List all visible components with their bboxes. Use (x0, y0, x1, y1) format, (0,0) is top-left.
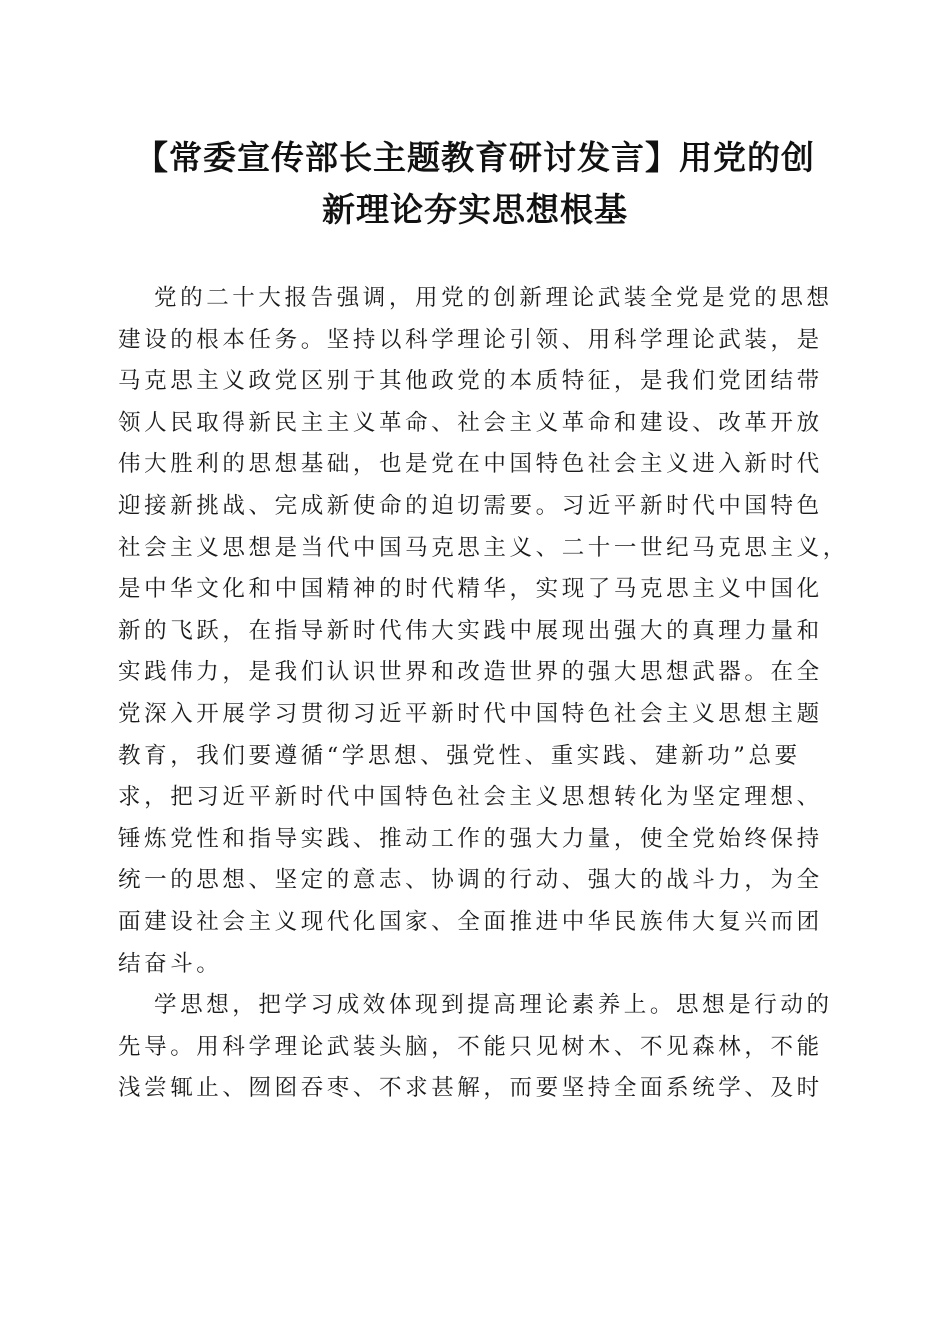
text-line: 马克思主义政党区别于其他政党的本质特征，是我们党团结带 (118, 368, 823, 395)
text-line: 党的二十大报告强调，用党的创新理论武装全党是党的思想 (154, 285, 833, 311)
text-line: 教育，我们要遵循“学思想、强党性、重实践、建新功”总要 (118, 742, 801, 769)
text-line: 迎接新挑战、完成新使命的迫切需要。习近平新时代中国特色 (118, 492, 823, 519)
document-title (110, 132, 840, 236)
text-line: 领人民取得新民主主义革命、社会主义革命和建设、改革开放 (118, 409, 823, 436)
text-line: 浅尝辄止、囫囵吞枣、不求甚解，而要坚持全面系统学、及时 (118, 1075, 823, 1102)
text-line: 是中华文化和中国精神的时代精华，实现了马克思主义中国化 (118, 576, 823, 603)
text-line: 统一的思想、坚定的意志、协调的行动、强大的战斗力，为全 (118, 867, 823, 894)
text-line: 建设的根本任务。坚持以科学理论引领、用科学理论武装，是 (118, 326, 823, 353)
paragraph (118, 985, 838, 1110)
text-line: 锤炼党性和指导实践、推动工作的强大力量，使全党始终保持 (118, 825, 823, 852)
document-body (118, 278, 849, 1110)
text-line: 学思想，把学习成效体现到提高理论素养上。思想是行动的 (154, 992, 833, 1019)
text-line: 先导。用科学理论武装头脑，不能只见树木、不见森林，不能 (118, 1033, 823, 1060)
text-line: 党深入开展学习贯彻习近平新时代中国特色社会主义思想主题 (118, 700, 823, 727)
text-line: 面建设社会主义现代化国家、全面推进中华民族伟大复兴而团 (118, 908, 823, 935)
text-line: 结奋斗。 (118, 950, 223, 977)
text-line: 新的飞跃，在指导新时代伟大实践中展现出强大的真理力量和 (118, 617, 823, 644)
text-line: 实践伟力，是我们认识世界和改造世界的强大思想武器。在全 (118, 659, 823, 686)
title-line: 新理论夯实思想根基 (322, 190, 628, 229)
text-line: 求，把习近平新时代中国特色社会主义思想转化为坚定理想、 (118, 784, 823, 811)
title-line: 【常委宣传部长主题教育研讨发言】用党的创 (135, 138, 815, 177)
text-line: 伟大胜利的思想基础，也是党在中国特色社会主义进入新时代 (118, 451, 823, 478)
text-line: 社会主义思想是当代中国马克思主义、二十一世纪马克思主义， (118, 534, 849, 561)
paragraph (118, 278, 849, 985)
